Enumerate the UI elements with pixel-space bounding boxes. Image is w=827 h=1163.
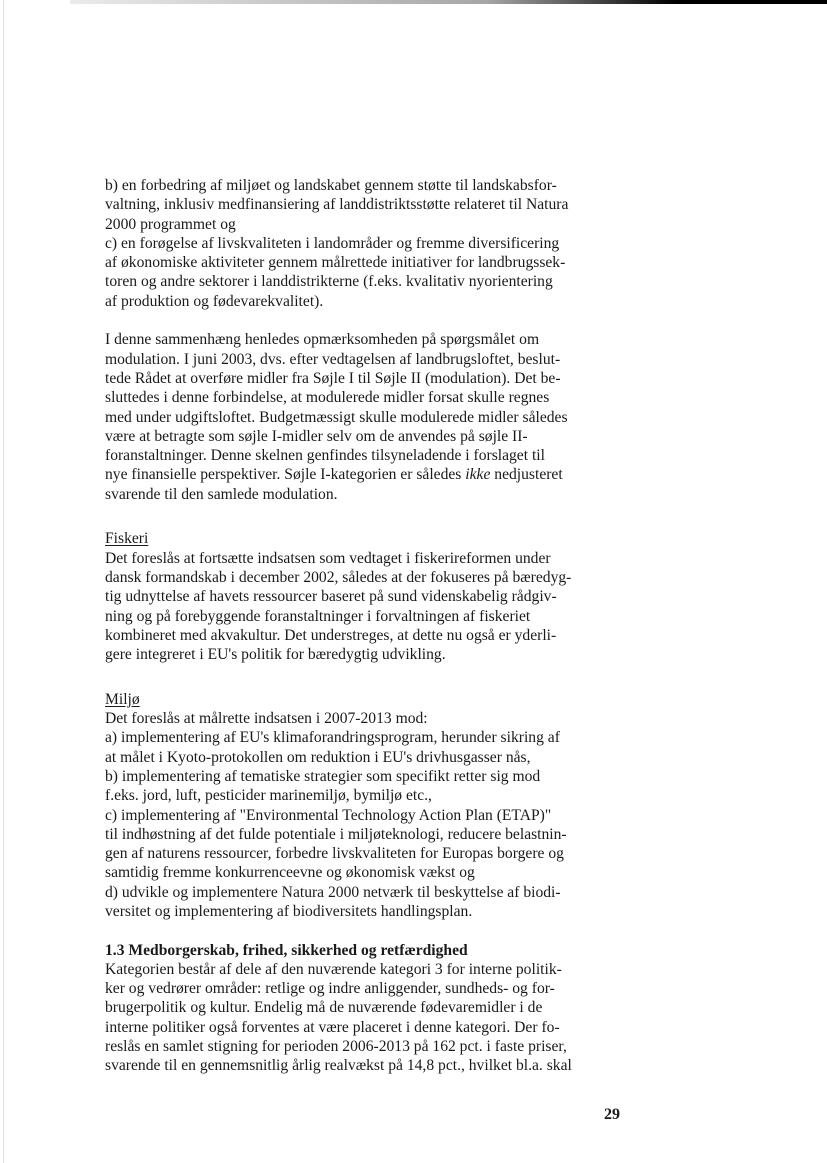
paragraph-modulation: [105, 330, 625, 504]
text-line: Kategorien består af dele af den nuværende kategori 3 for interne politik-: [105, 960, 562, 978]
text-line: b) implementering af tematiske strategier som specifikt retter sig mod: [105, 767, 541, 785]
text-line: ning og på forebyggende foranstaltninger i forvaltningen af fiskeriet: [105, 607, 531, 625]
text-line: [105, 465, 625, 484]
text-line: at målet i Kyoto-protokollen om reduktion i EU's drivhusgasser nås,: [105, 748, 531, 766]
text-line: med under udgiftsloftet. Budgetmæssigt skulle modulerede midler således: [105, 408, 568, 426]
page-body: [105, 176, 625, 1076]
text-line: c) en forøgelse af livskvaliteten i landområder og fremme diversificering: [105, 234, 560, 252]
page-number: 29: [604, 1106, 620, 1123]
emphasis-ikke: ikke: [465, 466, 491, 484]
text-line: af økonomiske aktiviteter gennem målrettede initiativer for landbrugssek-: [105, 254, 566, 272]
text-line: gere integreret i EU's politik for bæredygtig udvikling.: [105, 646, 446, 664]
text-line: tig udnyttelse af havets ressourcer baseret på sund videnskabelig rådgiv-: [105, 588, 557, 606]
text-line: toren og andre sektorer i landdistrikterne (f.eks. kvalitativ nyorientering: [105, 273, 553, 291]
text-line: reslås en samlet stigning for perioden 2006-2013 på 162 pct. i faste priser,: [105, 1038, 567, 1056]
section-miljoe: [105, 690, 625, 922]
text-line: versitet og implementering af biodiversitets handlingsplan.: [105, 902, 473, 920]
text-line: d) udvikle og implementere Natura 2000 netværk til beskyttelse af biodi-: [105, 883, 561, 901]
text-line: samtidig fremme konkurrenceevne og økonomisk vækst og: [105, 864, 475, 882]
text-line: af produktion og fødevarekvalitet).: [105, 292, 324, 310]
text-line: ker og vedrører områder: retlige og indre anliggender, sundheds- og for-: [105, 980, 555, 998]
text-line: svarende til den samlede modulation.: [105, 485, 338, 503]
paragraph-agriculture: [105, 176, 625, 311]
text-line: tede Rådet at overføre midler fra Søjle I til Søjle II (modulation). Det be-: [105, 369, 561, 387]
text-line: sluttedes i denne forbindelse, at modulerede midler forsat skulle regnes: [105, 389, 550, 407]
text-line: interne politiker også forventes at være placeret i denne kategori. Der fo-: [105, 1018, 560, 1036]
text-line: gen af naturens ressourcer, forbedre livskvaliteten for Europas borgere og: [105, 845, 564, 863]
text-line: dansk formandskab i december 2002, således at der fokuseres på bæredyg-: [105, 568, 572, 586]
section-1-3: [105, 941, 625, 1076]
text-line: a) implementering af EU's klimaforandringsprogram, herunder sikring af: [105, 729, 560, 747]
heading-miljoe: Miljø: [105, 690, 140, 708]
text-line: brugerpolitik og kultur. Endelig må de nuværende fødevaremidler i de: [105, 999, 543, 1017]
text-line: b) en forbedring af miljøet og landskabet gennem støtte til landskabsfor-: [105, 177, 557, 194]
text-line: Det foreslås at fortsætte indsatsen som vedtaget i fiskerireformen under: [105, 549, 551, 567]
scan-edge-top: [70, 0, 827, 4]
text-line: valtning, inklusiv medfinansiering af landdistriktsstøtte relateret til Natura: [105, 196, 569, 214]
section-fiskeri: [105, 529, 625, 664]
text-line: til indhøstning af det fulde potentiale i miljøteknologi, reducere belastnin-: [105, 825, 567, 843]
text-line: I denne sammenhæng henledes opmærksomheden på spørgsmålet om: [105, 331, 540, 349]
text-line: svarende til en gennemsnitlig årlig realvækst på 14,8 pct., hvilket bl.a. skal: [105, 1057, 572, 1075]
heading-fiskeri: Fiskeri: [105, 530, 149, 548]
section-title: 1.3 Medborgerskab, frihed, sikkerhed og retfærdighed: [105, 941, 468, 959]
text-run: nye finansielle perspektiver. Søjle I-kategorien er således: [105, 466, 466, 484]
scan-edge-left: [3, 0, 4, 1163]
text-line: kombineret med akvakultur. Det understreges, at dette nu også er yderli-: [105, 626, 557, 644]
text-line: 2000 programmet og: [105, 215, 236, 233]
text-line: Det foreslås at målrette indsatsen i 2007-2013 mod:: [105, 710, 428, 728]
text-line: være at betragte som søjle I-midler selv om de anvendes på søjle II-: [105, 427, 528, 445]
text-line: f.eks. jord, luft, pesticider marinemiljø, bymiljø etc.,: [105, 787, 432, 805]
text-line: modulation. I juni 2003, dvs. efter vedtagelsen af landbrugsloftet, beslut-: [105, 350, 561, 368]
text-line: foranstaltninger. Denne skelnen genfindes tilsyneladende i forslaget til: [105, 447, 545, 465]
text-run: nedjusteret: [490, 466, 563, 484]
text-line: c) implementering af "Environmental Technology Action Plan (ETAP)": [105, 806, 552, 824]
